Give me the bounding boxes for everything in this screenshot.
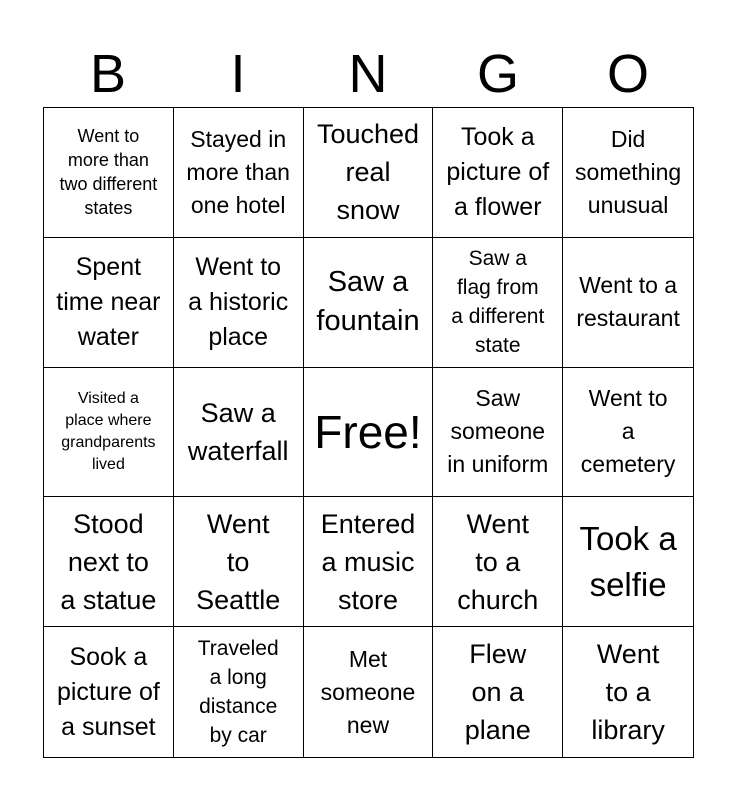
header-letter-b: B bbox=[89, 44, 127, 104]
bingo-cell[interactable] bbox=[433, 627, 563, 757]
cell-text: Touched real snow bbox=[316, 119, 420, 226]
bingo-cell[interactable] bbox=[174, 627, 304, 757]
bingo-cell[interactable] bbox=[563, 368, 693, 498]
cell-text: Went to more than two different states bbox=[59, 126, 158, 219]
header-letter-n: N bbox=[348, 44, 388, 104]
bingo-cell[interactable] bbox=[174, 108, 304, 238]
bingo-cell[interactable] bbox=[44, 497, 174, 627]
bingo-cell[interactable] bbox=[433, 108, 563, 238]
cell-text: Sook a picture of a sunset bbox=[56, 642, 160, 741]
cell-text: Visited a place where grandparents lived bbox=[61, 389, 156, 473]
cell-text: Saw a fountain bbox=[316, 266, 420, 338]
cell-text: Went to a restaurant bbox=[576, 272, 680, 332]
cell-text: Flew on a plane bbox=[464, 639, 531, 746]
header-letter-o: O bbox=[606, 44, 649, 104]
cell-text: Took a selfie bbox=[579, 519, 677, 603]
bingo-cell[interactable] bbox=[174, 238, 304, 368]
cell-text: Saw a flag from a different state bbox=[451, 247, 545, 358]
bingo-cell[interactable] bbox=[44, 238, 174, 368]
cell-text: Stood next to a statue bbox=[60, 508, 157, 615]
cell-text: Saw a waterfall bbox=[187, 397, 289, 466]
bingo-cell[interactable] bbox=[44, 627, 174, 757]
cell-text: Went to a historic place bbox=[188, 252, 289, 351]
bingo-cell[interactable] bbox=[304, 497, 434, 627]
cell-text: Spent time near water bbox=[56, 252, 161, 351]
bingo-cell[interactable] bbox=[304, 108, 434, 238]
bingo-header bbox=[43, 40, 693, 108]
bingo-cell[interactable] bbox=[563, 627, 693, 757]
bingo-cell[interactable] bbox=[433, 368, 563, 498]
bingo-card bbox=[43, 107, 694, 758]
cell-text: Traveled a long distance by car bbox=[197, 637, 279, 748]
bingo-cell[interactable] bbox=[563, 238, 693, 368]
header-letter-i: I bbox=[230, 44, 246, 104]
cell-text: Met someone new bbox=[320, 645, 416, 738]
bingo-cell[interactable] bbox=[304, 627, 434, 757]
cell-text: Did something unusual bbox=[575, 125, 682, 218]
free-space-cell[interactable] bbox=[304, 368, 434, 498]
bingo-cell[interactable] bbox=[44, 108, 174, 238]
header-letter-g: G bbox=[476, 44, 519, 104]
bingo-cell[interactable] bbox=[433, 238, 563, 368]
cell-text: Stayed in more than one hotel bbox=[186, 125, 290, 218]
cell-text: Went to a library bbox=[591, 639, 665, 746]
cell-text: Went to a cemetery bbox=[580, 385, 676, 478]
bingo-cell[interactable] bbox=[304, 238, 434, 368]
cell-text: Saw someone in uniform bbox=[447, 385, 549, 478]
cell-text: Went to a church bbox=[457, 508, 539, 615]
cell-text: Went to Seattle bbox=[196, 508, 281, 615]
free-space-text: Free! bbox=[314, 405, 422, 458]
bingo-cell[interactable] bbox=[563, 108, 693, 238]
cell-text: Entered a music store bbox=[320, 508, 416, 615]
bingo-cell[interactable] bbox=[563, 497, 693, 627]
bingo-cell[interactable] bbox=[174, 368, 304, 498]
cell-text: Took a picture of a flower bbox=[446, 122, 550, 221]
bingo-cell[interactable] bbox=[174, 497, 304, 627]
bingo-cell[interactable] bbox=[44, 368, 174, 498]
bingo-cell[interactable] bbox=[433, 497, 563, 627]
